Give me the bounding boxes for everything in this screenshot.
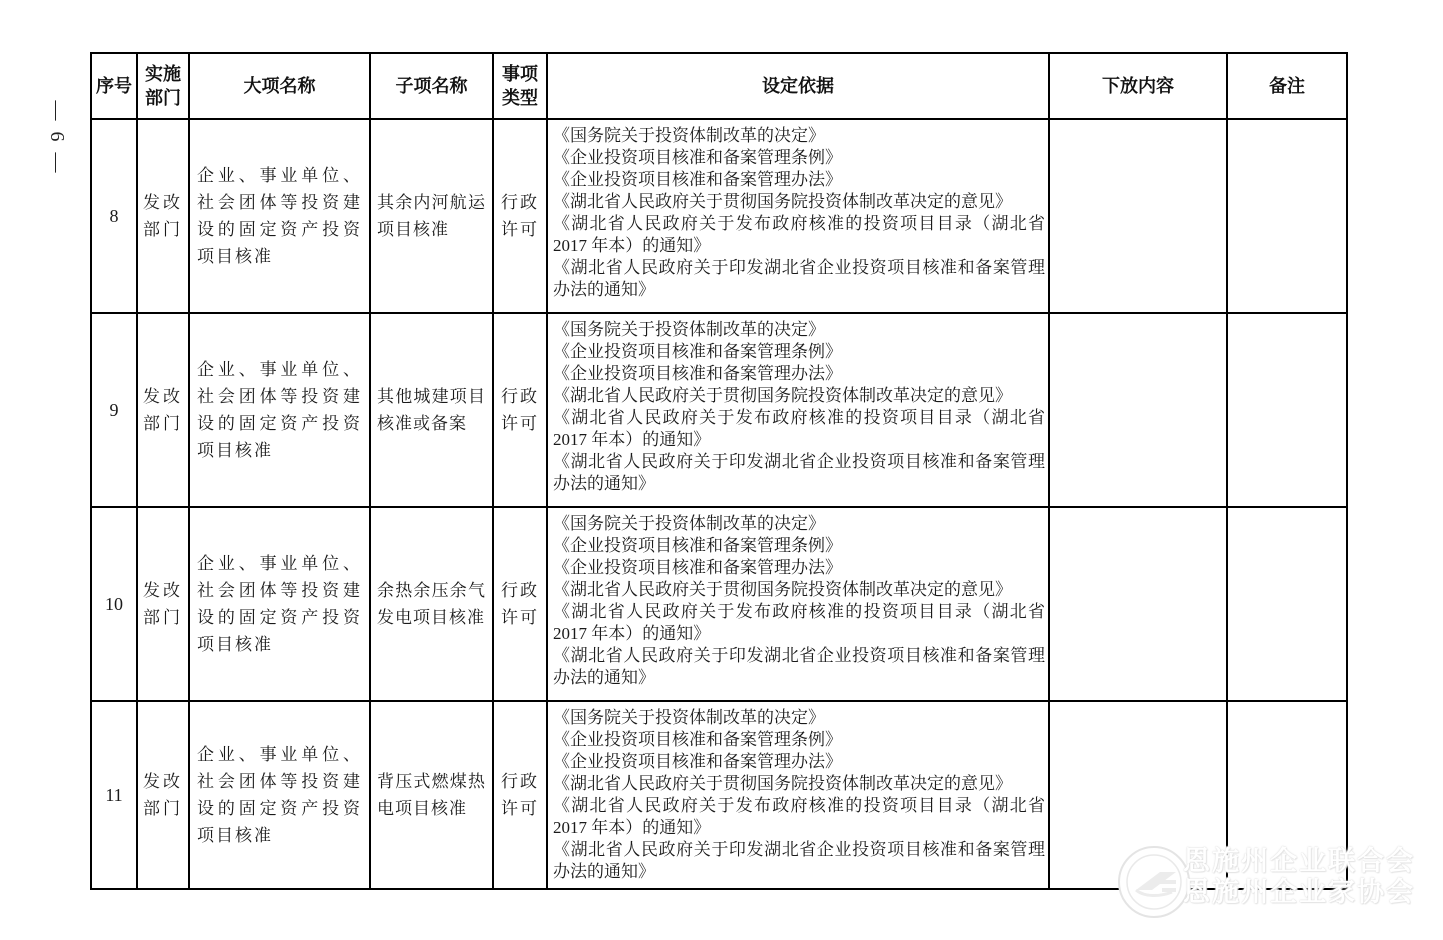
cell-major-item: 企业、事业单位、社会团体等投资建设的固定资产投资项目核准 xyxy=(189,507,370,701)
cell-sub-item: 背压式燃煤热电项目核准 xyxy=(370,701,493,889)
cell-seq-no: 10 xyxy=(91,507,137,701)
table-row xyxy=(91,507,1347,701)
cell-delegated-content xyxy=(1049,313,1227,507)
cell-setting-basis xyxy=(547,701,1049,889)
cell-remark xyxy=(1227,119,1347,313)
header-remarks: 备注 xyxy=(1227,53,1347,119)
table-row xyxy=(91,119,1347,313)
cell-setting-basis xyxy=(547,507,1049,701)
basis-entry: 《国务院关于投资体制改革的决定》 xyxy=(553,708,825,727)
basis-entry: 《企业投资项目核准和备案管理办法》 xyxy=(553,558,842,577)
cell-item-type: 行政许可 xyxy=(493,313,547,507)
cell-delegated-content xyxy=(1049,119,1227,313)
cell-item-type: 行政许可 xyxy=(493,507,547,701)
watermark-line-2: 恩施州企业家协会 xyxy=(1183,877,1415,907)
header-setting-basis: 设定依据 xyxy=(547,53,1049,119)
basis-entry: 《湖北省人民政府关于贯彻国务院投资体制改革决定的意见》 xyxy=(553,192,1012,211)
basis-entry: 《湖北省人民政府关于发布政府核准的投资项目目录（湖北省2017 年本）的通知》 xyxy=(553,796,1045,837)
basis-entry: 《企业投资项目核准和备案管理条例》 xyxy=(553,342,842,361)
basis-entry: 《企业投资项目核准和备案管理条例》 xyxy=(553,148,842,167)
cell-sub-item: 余热余压余气发电项目核准 xyxy=(370,507,493,701)
cell-remark xyxy=(1227,313,1347,507)
cell-sub-item: 其余内河航运项目核准 xyxy=(370,119,493,313)
basis-entry: 《企业投资项目核准和备案管理办法》 xyxy=(553,364,842,383)
header-major-item-name: 大项名称 xyxy=(189,53,370,119)
basis-entry: 《企业投资项目核准和备案管理条例》 xyxy=(553,536,842,555)
basis-entry: 《企业投资项目核准和备案管理办法》 xyxy=(553,170,842,189)
page-number: — 6 — xyxy=(46,100,69,176)
cell-dept: 发改部门 xyxy=(137,507,189,701)
basis-entry: 《湖北省人民政府关于贯彻国务院投资体制改革决定的意见》 xyxy=(553,386,1012,405)
cell-setting-basis xyxy=(547,119,1049,313)
cell-dept: 发改部门 xyxy=(137,701,189,889)
watermark-line-1: 恩施州企业联合会 xyxy=(1183,846,1415,876)
cell-delegated-content xyxy=(1049,507,1227,701)
cell-dept: 发改部门 xyxy=(137,313,189,507)
header-implementing-dept: 实施部门 xyxy=(137,53,189,119)
table-row xyxy=(91,313,1347,507)
table-header-row xyxy=(91,53,1347,119)
basis-entry: 《国务院关于投资体制改革的决定》 xyxy=(553,514,825,533)
cell-item-type: 行政许可 xyxy=(493,119,547,313)
cell-dept: 发改部门 xyxy=(137,119,189,313)
watermark xyxy=(1110,838,1443,924)
header-delegated-content: 下放内容 xyxy=(1049,53,1227,119)
basis-entry: 《湖北省人民政府关于印发湖北省企业投资项目核准和备案管理办法的通知》 xyxy=(553,452,1045,493)
header-seq-no: 序号 xyxy=(91,53,137,119)
cell-seq-no: 11 xyxy=(91,701,137,889)
basis-entry: 《国务院关于投资体制改革的决定》 xyxy=(553,126,825,145)
header-sub-item-name: 子项名称 xyxy=(370,53,493,119)
header-item-type: 事项类型 xyxy=(493,53,547,119)
cell-major-item: 企业、事业单位、社会团体等投资建设的固定资产投资项目核准 xyxy=(189,701,370,889)
cell-remark xyxy=(1227,507,1347,701)
cell-seq-no: 8 xyxy=(91,119,137,313)
basis-entry: 《湖北省人民政府关于发布政府核准的投资项目目录（湖北省2017 年本）的通知》 xyxy=(553,408,1045,449)
basis-entry: 《企业投资项目核准和备案管理条例》 xyxy=(553,730,842,749)
basis-entry: 《湖北省人民政府关于印发湖北省企业投资项目核准和备案管理办法的通知》 xyxy=(553,646,1045,687)
basis-entry: 《国务院关于投资体制改革的决定》 xyxy=(553,320,825,339)
cell-major-item: 企业、事业单位、社会团体等投资建设的固定资产投资项目核准 xyxy=(189,119,370,313)
basis-entry: 《湖北省人民政府关于贯彻国务院投资体制改革决定的意见》 xyxy=(553,774,1012,793)
basis-entry: 《企业投资项目核准和备案管理办法》 xyxy=(553,752,842,771)
cell-setting-basis xyxy=(547,313,1049,507)
cell-seq-no: 9 xyxy=(91,313,137,507)
cell-item-type: 行政许可 xyxy=(493,701,547,889)
enterprise-confederation-logo-icon xyxy=(1116,842,1192,918)
delegated-items-table xyxy=(90,52,1348,890)
basis-entry: 《湖北省人民政府关于发布政府核准的投资项目目录（湖北省2017 年本）的通知》 xyxy=(553,602,1045,643)
basis-entry: 《湖北省人民政府关于印发湖北省企业投资项目核准和备案管理办法的通知》 xyxy=(553,258,1045,299)
basis-entry: 《湖北省人民政府关于发布政府核准的投资项目目录（湖北省2017 年本）的通知》 xyxy=(553,214,1045,255)
basis-entry: 《湖北省人民政府关于印发湖北省企业投资项目核准和备案管理办法的通知》 xyxy=(553,840,1045,881)
cell-sub-item: 其他城建项目核准或备案 xyxy=(370,313,493,507)
cell-major-item: 企业、事业单位、社会团体等投资建设的固定资产投资项目核准 xyxy=(189,313,370,507)
basis-entry: 《湖北省人民政府关于贯彻国务院投资体制改革决定的意见》 xyxy=(553,580,1012,599)
